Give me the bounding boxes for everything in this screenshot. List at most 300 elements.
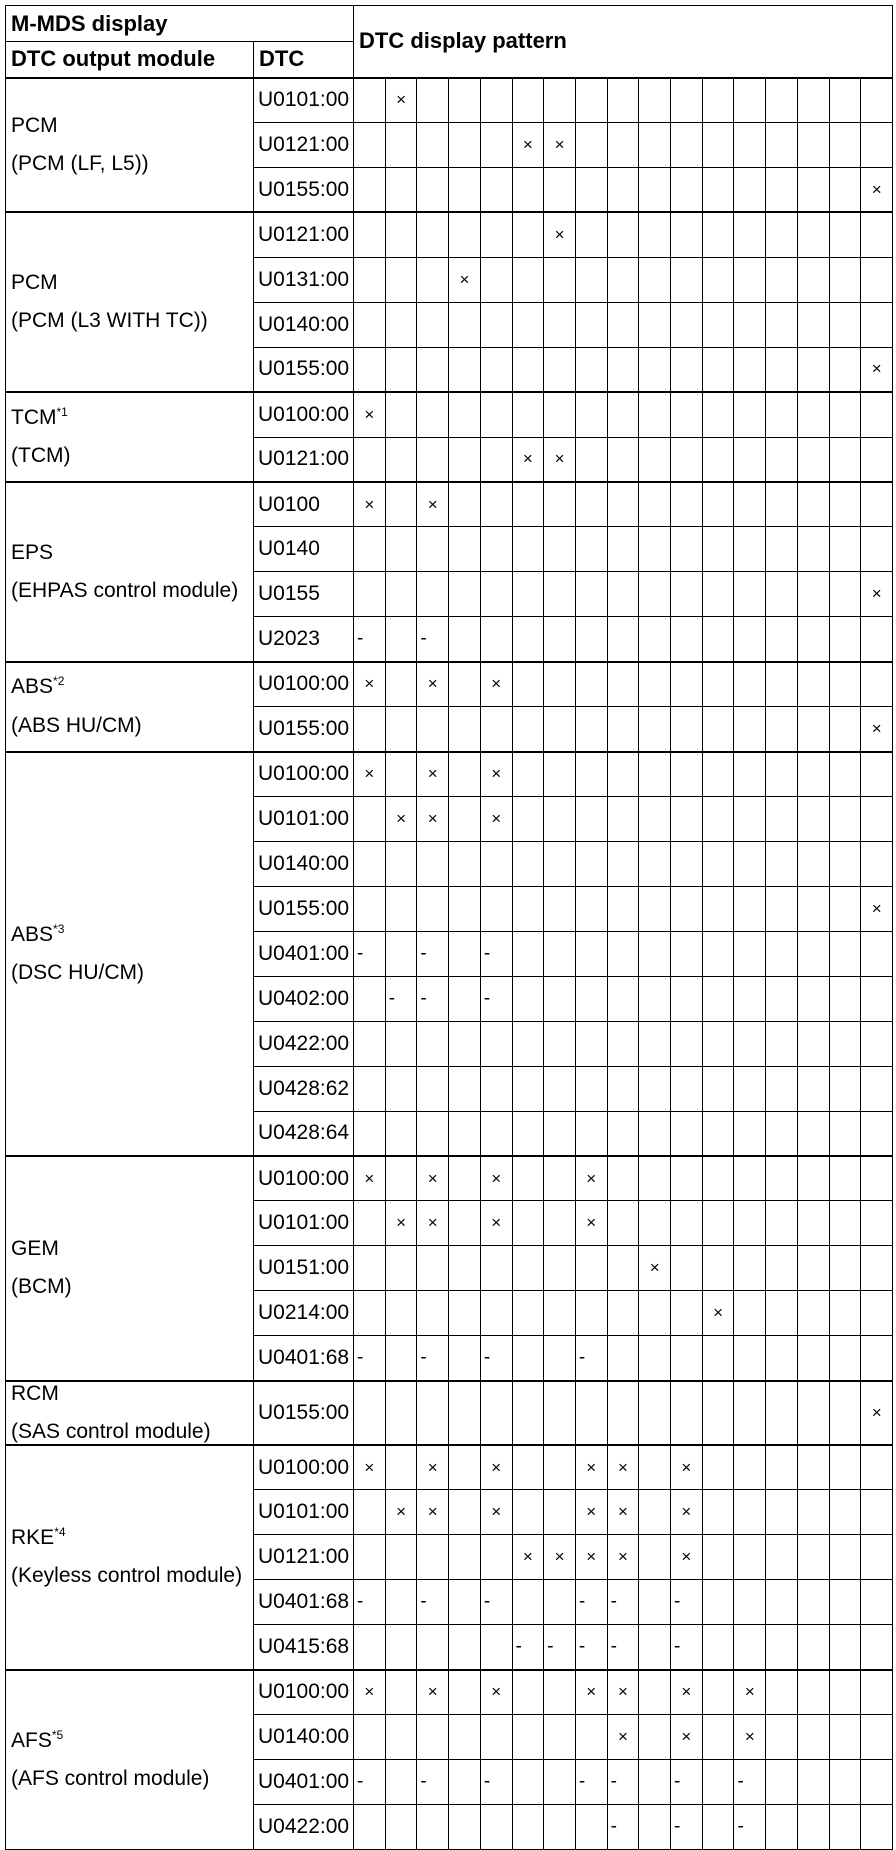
pattern-cell-empty [544,167,576,212]
pattern-cell-empty [671,1066,703,1111]
pattern-cell-empty [702,1580,734,1625]
pattern-cell-empty [385,1021,417,1066]
pattern-cell-empty [544,572,576,617]
pattern-cell-empty [385,617,417,662]
pattern-cell-empty [480,707,512,752]
pattern-cell-empty [449,1625,481,1670]
pattern-cell-empty [512,527,544,572]
pattern-mark-dash: - [417,1760,449,1805]
pattern-cell-empty [861,1670,893,1715]
pattern-cell-empty [766,1021,798,1066]
dtc-code: U0422:00 [254,1804,354,1849]
pattern-cell-empty [417,1381,449,1445]
pattern-mark-cross: × [607,1445,639,1490]
pattern-mark-dash: - [480,1580,512,1625]
module-description: (TCM) [11,444,71,467]
pattern-cell-empty [449,617,481,662]
pattern-cell-empty [480,1715,512,1760]
pattern-cell-empty [512,1715,544,1760]
pattern-mark-cross: × [544,212,576,257]
pattern-cell-empty [861,302,893,347]
pattern-cell-empty [829,1804,861,1849]
pattern-cell-empty [797,1760,829,1805]
pattern-mark-cross: × [417,1156,449,1201]
pattern-cell-empty [639,437,671,482]
pattern-cell-empty [829,78,861,123]
pattern-cell-empty [512,1445,544,1490]
dtc-code: U0101:00 [254,1490,354,1535]
pattern-cell-empty [544,1291,576,1336]
pattern-cell-empty [734,212,766,257]
pattern-cell-empty [354,1804,386,1849]
pattern-cell-empty [544,1066,576,1111]
pattern-cell-empty [607,617,639,662]
pattern-cell-empty [671,1156,703,1201]
pattern-cell-empty [702,347,734,392]
pattern-cell-empty [702,1066,734,1111]
pattern-mark-cross: × [702,1291,734,1336]
pattern-cell-empty [607,78,639,123]
pattern-cell-empty [575,1804,607,1849]
pattern-cell-empty [861,797,893,842]
pattern-cell-empty [861,662,893,707]
pattern-cell-empty [544,1715,576,1760]
pattern-mark-dash: - [354,1580,386,1625]
pattern-cell-empty [385,392,417,437]
pattern-cell-empty [480,167,512,212]
pattern-cell-empty [829,1201,861,1246]
pattern-cell-empty [639,1021,671,1066]
pattern-cell-empty [829,1111,861,1156]
pattern-mark-cross: × [480,662,512,707]
pattern-cell-empty [797,392,829,437]
pattern-cell-empty [702,167,734,212]
pattern-cell-empty [449,1445,481,1490]
table-row [6,662,893,707]
pattern-cell-empty [512,976,544,1021]
dtc-code: U0100:00 [254,1670,354,1715]
pattern-cell-empty [449,1111,481,1156]
pattern-cell-empty [385,1760,417,1805]
pattern-cell-empty [671,572,703,617]
pattern-cell-empty [385,572,417,617]
module-name [11,1382,253,1406]
table-row [6,482,893,527]
table-row [6,752,893,797]
pattern-cell-empty [829,1760,861,1805]
pattern-cell-empty [417,167,449,212]
pattern-cell-empty [607,707,639,752]
pattern-cell-empty [607,1336,639,1381]
dtc-code: U0100:00 [254,1156,354,1201]
pattern-mark-cross: × [354,662,386,707]
footnote-marker: *2 [53,674,65,689]
pattern-cell-empty [575,527,607,572]
pattern-cell-empty [797,841,829,886]
pattern-cell-empty [512,707,544,752]
pattern-cell-empty [354,797,386,842]
pattern-cell-empty [512,1670,544,1715]
pattern-mark-dash: - [607,1625,639,1670]
pattern-cell-empty [544,1490,576,1535]
pattern-cell-empty [354,347,386,392]
dtc-code: U0131:00 [254,257,354,302]
pattern-cell-empty [480,1291,512,1336]
pattern-cell-empty [544,482,576,527]
pattern-cell-empty [797,482,829,527]
pattern-cell-empty [797,1381,829,1445]
pattern-cell-empty [766,1760,798,1805]
pattern-cell-empty [575,1111,607,1156]
pattern-cell-empty [480,572,512,617]
pattern-cell-empty [544,78,576,123]
pattern-cell-empty [575,976,607,1021]
pattern-cell-empty [797,212,829,257]
pattern-cell-empty [639,122,671,167]
pattern-cell-empty [575,1066,607,1111]
pattern-cell-empty [766,122,798,167]
pattern-cell-empty [354,572,386,617]
module-name [11,1526,253,1550]
pattern-cell-empty [480,1066,512,1111]
dtc-code: U0140 [254,527,354,572]
pattern-cell-empty [861,1625,893,1670]
pattern-cell-empty [480,257,512,302]
pattern-cell-empty [702,122,734,167]
module-name [11,541,253,565]
pattern-cell-empty [449,1066,481,1111]
dtc-code: U0428:62 [254,1066,354,1111]
pattern-cell-empty [385,1580,417,1625]
pattern-cell-empty [797,931,829,976]
pattern-cell-empty [861,931,893,976]
pattern-cell-empty [671,78,703,123]
pattern-cell-empty [449,1336,481,1381]
pattern-cell-empty [734,257,766,302]
pattern-cell-empty [829,1381,861,1445]
dtc-code: U0151:00 [254,1246,354,1291]
pattern-cell-empty [417,1066,449,1111]
pattern-cell-empty [544,617,576,662]
pattern-cell-empty [734,886,766,931]
pattern-mark-cross: × [671,1490,703,1535]
pattern-mark-dash: - [607,1580,639,1625]
pattern-cell-empty [575,482,607,527]
module-cell [6,212,254,392]
pattern-cell-empty [861,122,893,167]
pattern-mark-cross: × [607,1535,639,1580]
pattern-cell-empty [512,78,544,123]
pattern-cell-empty [639,1715,671,1760]
pattern-cell-empty [512,886,544,931]
pattern-mark-cross: × [544,122,576,167]
pattern-cell-empty [417,1246,449,1291]
pattern-cell-empty [702,707,734,752]
pattern-cell-empty [544,1201,576,1246]
pattern-cell-empty [417,527,449,572]
pattern-cell-empty [766,167,798,212]
pattern-cell-empty [702,437,734,482]
pattern-cell-empty [607,302,639,347]
pattern-mark-cross: × [861,572,893,617]
pattern-cell-empty [861,1291,893,1336]
pattern-cell-empty [829,347,861,392]
pattern-cell-empty [575,797,607,842]
pattern-cell-empty [734,1246,766,1291]
pattern-cell-empty [607,662,639,707]
pattern-cell-empty [671,212,703,257]
pattern-mark-cross: × [417,752,449,797]
pattern-cell-empty [354,886,386,931]
module-abbrev: RKE [11,1526,55,1550]
pattern-cell-empty [544,662,576,707]
pattern-cell-empty [354,257,386,302]
pattern-mark-cross: × [354,482,386,527]
dtc-code: U0401:68 [254,1580,354,1625]
pattern-cell-empty [734,797,766,842]
pattern-mark-cross: × [734,1670,766,1715]
pattern-mark-dash: - [354,617,386,662]
pattern-cell-empty [797,1246,829,1291]
pattern-cell-empty [544,931,576,976]
pattern-cell-empty [766,1670,798,1715]
pattern-cell-empty [575,886,607,931]
pattern-cell-empty [766,212,798,257]
pattern-mark-cross: × [575,1670,607,1715]
pattern-cell-empty [417,257,449,302]
pattern-cell-empty [449,931,481,976]
pattern-cell-empty [797,1021,829,1066]
pattern-cell-empty [385,122,417,167]
pattern-mark-dash: - [385,976,417,1021]
pattern-cell-empty [575,437,607,482]
pattern-cell-empty [449,707,481,752]
pattern-cell-empty [861,1021,893,1066]
pattern-cell-empty [702,662,734,707]
pattern-cell-empty [512,257,544,302]
pattern-cell-empty [734,1625,766,1670]
pattern-cell-empty [607,1291,639,1336]
pattern-cell-empty [829,1535,861,1580]
pattern-cell-empty [354,212,386,257]
pattern-cell-empty [734,976,766,1021]
pattern-cell-empty [639,617,671,662]
pattern-mark-cross: × [575,1156,607,1201]
pattern-cell-empty [734,1066,766,1111]
pattern-cell-empty [480,527,512,572]
dtc-code: U0100:00 [254,392,354,437]
pattern-cell-empty [544,1381,576,1445]
pattern-cell-empty [480,392,512,437]
pattern-cell-empty [449,78,481,123]
pattern-cell-empty [575,167,607,212]
pattern-cell-empty [671,527,703,572]
pattern-cell-empty [512,1760,544,1805]
pattern-cell-empty [829,662,861,707]
pattern-cell-empty [734,662,766,707]
pattern-cell-empty [385,1804,417,1849]
pattern-cell-empty [512,1580,544,1625]
pattern-cell-empty [354,707,386,752]
pattern-cell-empty [607,976,639,1021]
pattern-cell-empty [671,1381,703,1445]
pattern-cell-empty [480,886,512,931]
pattern-cell-empty [766,1445,798,1490]
pattern-cell-empty [544,1804,576,1849]
pattern-cell-empty [639,976,671,1021]
pattern-cell-empty [861,212,893,257]
pattern-cell-empty [639,1670,671,1715]
pattern-cell-empty [797,1670,829,1715]
module-cell [6,1445,254,1670]
pattern-mark-dash: - [417,931,449,976]
pattern-cell-empty [449,1291,481,1336]
pattern-cell-empty [449,1021,481,1066]
dtc-code: U0100:00 [254,752,354,797]
dtc-header: DTC [254,42,354,78]
pattern-cell-empty [544,1445,576,1490]
pattern-cell-empty [702,257,734,302]
pattern-cell-empty [702,1760,734,1805]
pattern-cell-empty [734,1201,766,1246]
pattern-cell-empty [417,1291,449,1336]
pattern-cell-empty [734,167,766,212]
pattern-cell-empty [766,1246,798,1291]
pattern-cell-empty [607,1066,639,1111]
pattern-cell-empty [797,1535,829,1580]
pattern-cell-empty [766,841,798,886]
pattern-cell-empty [766,1156,798,1201]
pattern-cell-empty [385,841,417,886]
pattern-cell-empty [797,1580,829,1625]
pattern-cell-empty [607,1111,639,1156]
pattern-cell-empty [671,482,703,527]
pattern-cell-empty [734,572,766,617]
dtc-code: U0428:64 [254,1111,354,1156]
pattern-cell-empty [797,122,829,167]
pattern-cell-empty [734,392,766,437]
pattern-cell-empty [639,931,671,976]
pattern-cell-empty [702,1156,734,1201]
pattern-cell-empty [671,302,703,347]
pattern-cell-empty [480,617,512,662]
pattern-cell-empty [861,78,893,123]
dtc-code: U0101:00 [254,1201,354,1246]
pattern-cell-empty [702,1021,734,1066]
pattern-mark-cross: × [861,347,893,392]
pattern-cell-empty [639,752,671,797]
pattern-mark-cross: × [417,482,449,527]
pattern-mark-cross: × [417,1670,449,1715]
pattern-cell-empty [385,1715,417,1760]
pattern-mark-cross: × [417,1201,449,1246]
pattern-cell-empty [829,212,861,257]
pattern-cell-empty [671,976,703,1021]
pattern-cell-empty [512,302,544,347]
pattern-cell-empty [354,1291,386,1336]
pattern-cell-empty [639,1066,671,1111]
pattern-cell-empty [512,1201,544,1246]
pattern-cell-empty [480,482,512,527]
pattern-cell-empty [544,392,576,437]
pattern-cell-empty [575,707,607,752]
dtc-code: U0401:00 [254,931,354,976]
dtc-code: U0214:00 [254,1291,354,1336]
pattern-cell-empty [734,931,766,976]
pattern-cell-empty [512,1111,544,1156]
pattern-cell-empty [639,707,671,752]
pattern-cell-empty [544,841,576,886]
pattern-cell-empty [702,1670,734,1715]
pattern-cell-empty [417,212,449,257]
module-abbrev: EPS [11,540,54,564]
pattern-cell-empty [797,347,829,392]
pattern-cell-empty [639,1156,671,1201]
module-cell [6,752,254,1156]
pattern-cell-empty [734,1580,766,1625]
pattern-cell-empty [639,1625,671,1670]
pattern-cell-empty [354,1111,386,1156]
module-description: (ABS HU/CM) [11,713,142,737]
pattern-cell-empty [607,437,639,482]
pattern-cell-empty [829,392,861,437]
pattern-cell-empty [639,1445,671,1490]
pattern-cell-empty [480,78,512,123]
pattern-cell-empty [575,841,607,886]
pattern-mark-cross: × [480,752,512,797]
pattern-mark-cross: × [575,1445,607,1490]
pattern-cell-empty [385,1111,417,1156]
pattern-cell-empty [512,1156,544,1201]
dtc-code: U0155:00 [254,347,354,392]
pattern-cell-empty [702,572,734,617]
pattern-mark-dash: - [480,931,512,976]
pattern-cell-empty [797,886,829,931]
pattern-cell-empty [766,302,798,347]
pattern-cell-empty [449,1535,481,1580]
pattern-cell-empty [702,527,734,572]
pattern-cell-empty [639,1760,671,1805]
pattern-mark-dash: - [354,1760,386,1805]
pattern-mark-dash: - [417,1336,449,1381]
pattern-cell-empty [512,482,544,527]
pattern-mark-dash: - [417,617,449,662]
pattern-cell-empty [639,1336,671,1381]
pattern-cell-empty [480,347,512,392]
pattern-cell-empty [575,1381,607,1445]
module-cell [6,78,254,213]
pattern-cell-empty [512,1336,544,1381]
pattern-mark-cross: × [575,1201,607,1246]
module-description: (PCM (L3 WITH TC)) [11,309,208,333]
footnote-marker: *1 [56,404,68,419]
pattern-cell-empty [639,167,671,212]
pattern-cell-empty [607,931,639,976]
pattern-cell-empty [385,1625,417,1670]
table-row [6,392,893,437]
pattern-cell-empty [639,482,671,527]
pattern-cell-empty [671,1021,703,1066]
pattern-cell-empty [829,1490,861,1535]
pattern-mark-dash: - [417,1580,449,1625]
pattern-cell-empty [671,437,703,482]
pattern-cell-empty [512,1066,544,1111]
pattern-mark-dash: - [544,1625,576,1670]
pattern-cell-empty [544,1021,576,1066]
pattern-cell-empty [766,1381,798,1445]
pattern-mark-cross: × [480,1670,512,1715]
pattern-cell-empty [797,78,829,123]
